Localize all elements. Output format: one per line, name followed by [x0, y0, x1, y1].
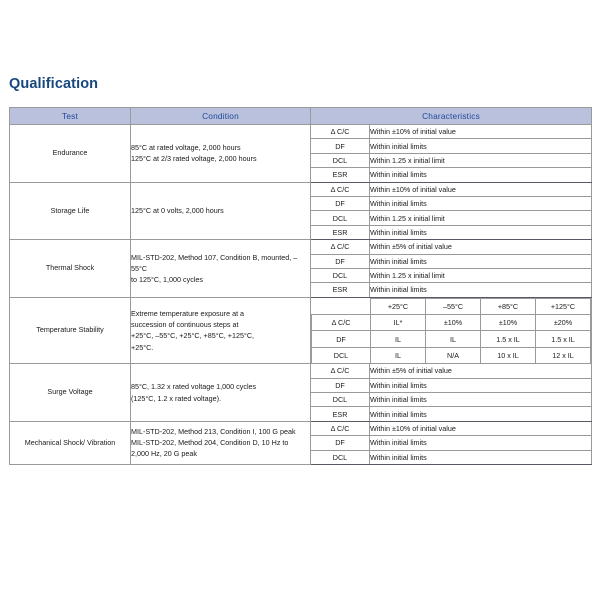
characteristic-label: DCL: [311, 450, 370, 464]
table-header-row: [10, 108, 592, 125]
characteristic-label: Δ C/C: [311, 125, 370, 139]
characteristic-value: ±20%: [536, 315, 591, 331]
characteristic-value: Within initial limits: [370, 378, 592, 392]
table-row: [10, 364, 592, 378]
page-title: Qualification: [9, 76, 99, 92]
table-body: [10, 125, 592, 465]
temperature-column-header: +85°C: [481, 298, 536, 314]
characteristic-value: IL: [371, 347, 426, 363]
characteristic-value: N/A: [426, 347, 481, 363]
characteristic-label: Δ C/C: [311, 240, 370, 254]
characteristic-label: ESR: [311, 407, 370, 421]
condition-line: succession of continuous steps at: [131, 320, 239, 330]
characteristic-value: Within initial limits: [370, 407, 592, 421]
characteristic-value: Within initial limits: [370, 139, 592, 153]
condition-line: +25°C.: [131, 342, 154, 352]
characteristic-value: Within initial limits: [370, 196, 592, 210]
table-row: [10, 240, 592, 254]
characteristic-value: IL: [371, 331, 426, 347]
characteristic-label: DF: [311, 196, 370, 210]
characteristic-value: Within initial limits: [370, 393, 592, 407]
characteristic-value: Within ±10% of initial value: [370, 182, 592, 196]
temperature-header-row: [312, 298, 591, 314]
characteristic-label: Δ C/C: [311, 421, 370, 435]
temperature-stability-subtable-cell: [311, 297, 592, 364]
characteristic-label: DF: [312, 331, 371, 347]
characteristic-label: DF: [311, 254, 370, 268]
characteristic-value: Within ±10% of initial value: [370, 421, 592, 435]
condition-line: 125°C at 2/3 rated voltage, 2,000 hours: [131, 154, 257, 164]
condition-cell-surge-voltage: [131, 364, 311, 422]
characteristic-value: Within ±5% of initial value: [370, 240, 592, 254]
characteristic-value: Within initial limits: [370, 168, 592, 182]
table-row: [10, 182, 592, 196]
temperature-column-header: –55°C: [426, 298, 481, 314]
qualification-table: [9, 107, 592, 465]
temperature-data-row: [312, 331, 591, 347]
temperature-stability-subtable: [311, 298, 591, 364]
characteristic-value: Within initial limits: [370, 225, 592, 239]
condition-line: 2,000 Hz, 20 G peak: [131, 449, 197, 459]
condition-line: 125°C at 0 volts, 2,000 hours: [131, 206, 224, 216]
temperature-data-row: [312, 315, 591, 331]
condition-line: MIL-STD-202, Method 107, Condition B, mounted, –55°C: [131, 252, 298, 273]
condition-cell-mechanical-shock-vibration: [131, 421, 311, 464]
condition-line: 85°C, 1.32 x rated voltage 1,000 cycles: [131, 382, 257, 392]
condition-line: Extreme temperature exposure at a: [131, 309, 245, 319]
characteristic-value: Within initial limits: [370, 283, 592, 297]
characteristic-value: 1.5 x IL: [536, 331, 591, 347]
condition-line: +25°C, –55°C, +25°C, +85°C, +125°C,: [131, 331, 255, 341]
test-name-mechanical-shock-vibration: Mechanical Shock/ Vibration: [10, 421, 131, 464]
condition-line: (125°C, 1.2 x rated voltage).: [131, 393, 221, 403]
characteristic-label: DCL: [311, 268, 370, 282]
characteristic-value: Within 1.25 x initial limit: [370, 268, 592, 282]
characteristic-label: Δ C/C: [312, 315, 371, 331]
characteristic-value: IL*: [371, 315, 426, 331]
test-name-thermal-shock: Thermal Shock: [10, 240, 131, 298]
characteristic-value: 10 x IL: [481, 347, 536, 363]
condition-cell-thermal-shock: [131, 240, 311, 298]
characteristic-value: ±10%: [481, 315, 536, 331]
characteristic-value: Within initial limits: [370, 254, 592, 268]
characteristic-label: DF: [311, 139, 370, 153]
column-header-characteristics: Characteristics: [311, 108, 592, 125]
characteristic-value: 12 x IL: [536, 347, 591, 363]
test-name-surge-voltage: Surge Voltage: [10, 364, 131, 422]
condition-line: MIL-STD-202, Method 204, Condition D, 10 Hz to: [131, 438, 289, 448]
characteristic-label: DF: [311, 436, 370, 450]
characteristic-value: Within 1.25 x initial limit: [370, 211, 592, 225]
characteristic-label: ESR: [311, 168, 370, 182]
characteristic-value: Within ±10% of initial value: [370, 125, 592, 139]
characteristic-label: DCL: [312, 347, 371, 363]
characteristic-value: Within 1.25 x initial limit: [370, 153, 592, 167]
condition-cell-storage-life: [131, 182, 311, 240]
characteristic-label: DCL: [311, 153, 370, 167]
characteristic-value: Within initial limits: [370, 450, 592, 464]
temperature-column-header: +125°C: [536, 298, 591, 314]
test-name-endurance: Endurance: [10, 125, 131, 183]
table-row-temperature-stability: [10, 297, 592, 364]
condition-line: MIL-STD-202, Method 213, Condition I, 100 G peak: [131, 427, 296, 437]
characteristic-value: IL: [426, 331, 481, 347]
characteristic-label: DF: [311, 378, 370, 392]
table-row: [10, 125, 592, 139]
condition-line: 85°C at rated voltage, 2,000 hours: [131, 143, 241, 153]
condition-cell-endurance: [131, 125, 311, 183]
test-name-storage-life: Storage Life: [10, 182, 131, 240]
condition-cell-temperature-stability: [131, 297, 311, 364]
table-row: [10, 421, 592, 435]
characteristic-label: ESR: [311, 225, 370, 239]
characteristic-value: 1.5 x IL: [481, 331, 536, 347]
column-header-condition: Condition: [131, 108, 311, 125]
temperature-column-header: +25°C: [371, 298, 426, 314]
column-header-test: Test: [10, 108, 131, 125]
characteristic-label: Δ C/C: [311, 364, 370, 378]
condition-line: to 125°C, 1,000 cycles: [131, 274, 203, 284]
characteristic-label: DCL: [311, 393, 370, 407]
characteristic-value: Within ±5% of initial value: [370, 364, 592, 378]
characteristic-label: Δ C/C: [311, 182, 370, 196]
temperature-data-row: [312, 347, 591, 363]
characteristic-label: DCL: [311, 211, 370, 225]
characteristic-label: ESR: [311, 283, 370, 297]
subtable-corner: [312, 298, 371, 314]
characteristic-value: ±10%: [426, 315, 481, 331]
test-name-temperature-stability: Temperature Stability: [10, 297, 131, 364]
characteristic-value: Within initial limits: [370, 436, 592, 450]
